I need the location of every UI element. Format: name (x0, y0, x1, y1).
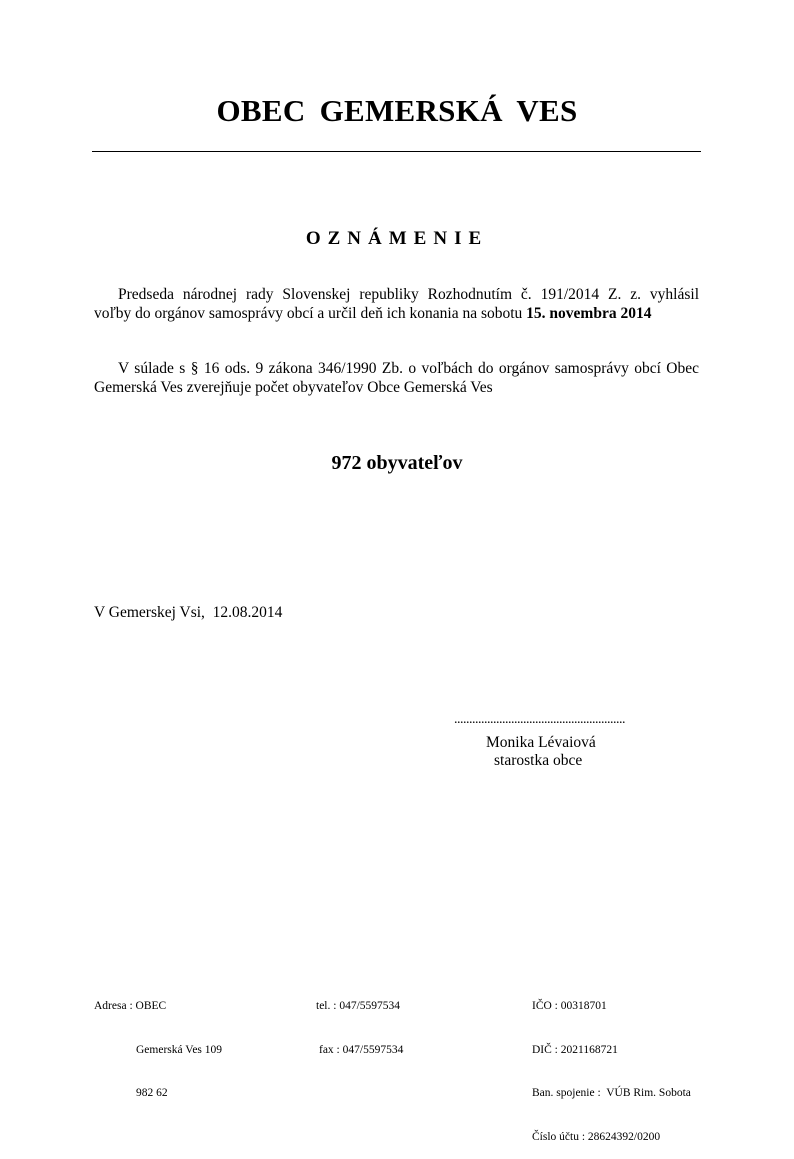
signatory-name: Monika Lévaiová (486, 734, 596, 751)
footer-address (94, 970, 222, 1115)
footer-contact (316, 970, 403, 1072)
paragraph1-line1: Predseda národnej rady Slovenskej republiky Rozhodnutím č. 191/2014 Z. z. vyhlásil (118, 286, 699, 303)
paragraph2-line2: Gemerská Ves zverejňuje počet obyvateľov Obce Gemerská Ves (94, 379, 493, 396)
paragraph-population-statement (94, 359, 699, 397)
title-divider (92, 151, 701, 152)
footer-ico: IČO : 00318701 (532, 1000, 607, 1012)
paragraph1-line2 (94, 304, 699, 323)
signature-line: ......................................................... (454, 712, 625, 727)
paragraph1-line2-text: voľby do orgánov samosprávy obcí a určil deň ich konania na sobotu (94, 305, 527, 322)
footer-address-postcode: 982 62 (136, 1087, 168, 1099)
document-title: OBEC GEMERSKÁ VES (216, 93, 578, 128)
place-and-date: V Gemerskej Vsi, 12.08.2014 (94, 604, 283, 621)
signatory-role: starostka obce (494, 752, 583, 769)
footer-fax: fax : 047/5597534 (319, 1043, 404, 1056)
footer-company-info (532, 970, 691, 1159)
paragraph-election-announcement (94, 285, 699, 323)
paragraph2-line1: V súlade s § 16 ods. 9 zákona 346/1990 Zb. o voľbách do orgánov samosprávy obcí Obec (118, 360, 699, 377)
population-count: 972 obyvateľov (331, 452, 463, 474)
notice-heading: OZNÁMENIE (305, 228, 489, 249)
footer-address-street: Gemerská Ves 109 (136, 1043, 223, 1056)
footer-account: Číslo účtu : 28624392/0200 (532, 1130, 661, 1143)
election-date: 15. novembra 2014 (526, 305, 652, 322)
footer-tel: tel. : 047/5597534 (316, 1000, 401, 1012)
footer-address-label: Adresa : OBEC (94, 1000, 167, 1012)
footer-bank: Ban. spojenie : VÚB Rim. Sobota (532, 1087, 691, 1099)
footer-dic: DIČ : 2021168721 (532, 1043, 618, 1056)
